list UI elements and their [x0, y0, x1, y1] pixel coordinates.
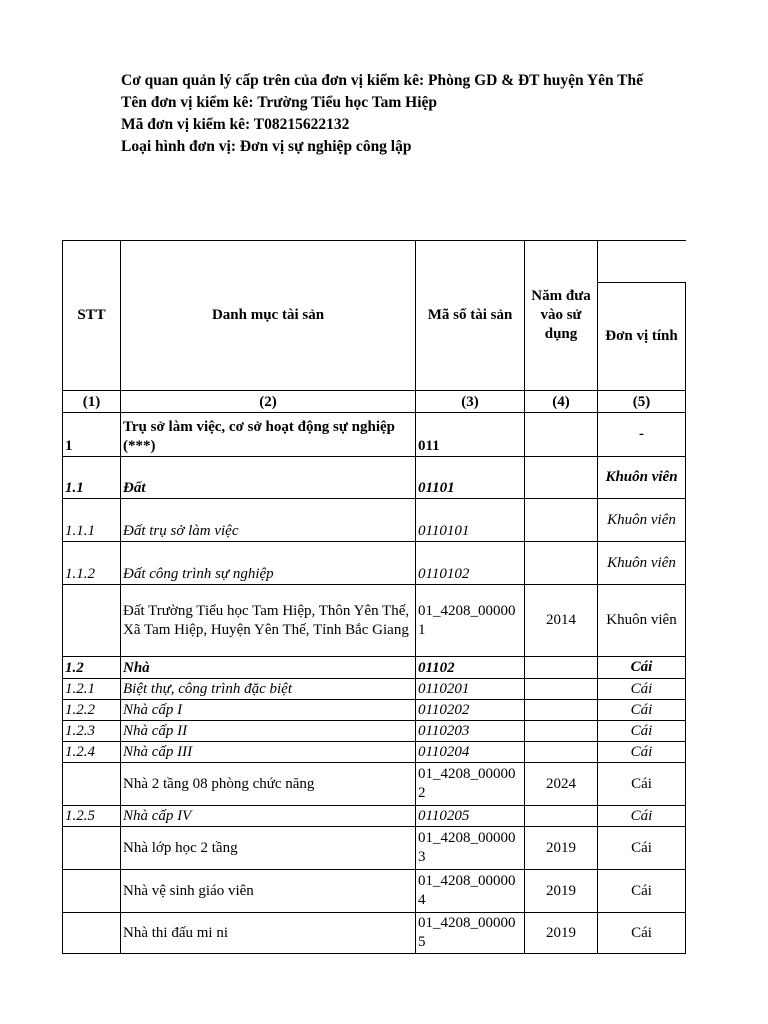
cell-asset-name: Nhà 2 tầng 08 phòng chức năng [121, 763, 416, 806]
cell-asset-code: 011 [416, 413, 525, 457]
cell-stt: 1.2.3 [63, 721, 121, 742]
table-row [63, 742, 686, 763]
cell-asset-name: Nhà cấp II [121, 721, 416, 742]
cell-asset-code: 01102 [416, 657, 525, 679]
index-cell: (4) [525, 391, 598, 413]
header-line-unit-type: Loại hình đơn vị: Đơn vị sự nghiệp công lập [121, 138, 412, 155]
cell-year [525, 499, 598, 542]
table-row [63, 806, 686, 827]
cell-asset-name: Đất Trường Tiểu học Tam Hiệp, Thôn Yên Thế, Xã Tam Hiệp, Huyện Yên Thế, Tỉnh Bắc Giang [121, 585, 416, 657]
cell-asset-name: Nhà cấp IV [121, 806, 416, 827]
cell-year [525, 721, 598, 742]
cell-unit: Khuôn viên [598, 585, 686, 657]
cell-year [525, 742, 598, 763]
cell-asset-name: Trụ sở làm việc, cơ sở hoạt động sự nghiệp (***) [121, 413, 416, 457]
cell-unit: Cái [598, 679, 686, 700]
index-cell: (1) [63, 391, 121, 413]
table-row [63, 763, 686, 806]
cell-asset-name: Đất trụ sở làm việc [121, 499, 416, 542]
cell-asset-name: Nhà cấp I [121, 700, 416, 721]
cell-year [525, 457, 598, 499]
cell-stt [63, 870, 121, 913]
cell-unit: Khuôn viên [598, 542, 686, 585]
cell-asset-code: 01101 [416, 457, 525, 499]
header-line-unit-code: Mã đơn vị kiểm kê: T08215622132 [121, 116, 350, 133]
cell-unit: Cái [598, 721, 686, 742]
cell-asset-code: 0110101 [416, 499, 525, 542]
cell-year [525, 679, 598, 700]
cell-year: 2019 [525, 827, 598, 870]
cell-asset-code: 0110201 [416, 679, 525, 700]
cell-asset-code: 0110202 [416, 700, 525, 721]
header-asset-category: Danh mục tài sản [121, 241, 416, 391]
header-line-unit-name: Tên đơn vị kiểm kê: Trường Tiểu học Tam Hiệp [121, 94, 438, 111]
cell-unit: Cái [598, 913, 686, 954]
cell-year [525, 542, 598, 585]
cell-asset-name: Nhà cấp III [121, 742, 416, 763]
cell-stt: 1.1.2 [63, 542, 121, 585]
cell-asset-name: Nhà vệ sinh giáo viên [121, 870, 416, 913]
cell-asset-code: 0110102 [416, 542, 525, 585]
cell-year [525, 657, 598, 679]
table-row [63, 870, 686, 913]
table-row [63, 499, 686, 542]
index-cell: (3) [416, 391, 525, 413]
table-row [63, 585, 686, 657]
cell-unit: Cái [598, 742, 686, 763]
cell-year [525, 413, 598, 457]
index-cell: (5) [598, 391, 686, 413]
header-year-in-use: Năm đưa vào sử dụng [525, 241, 598, 391]
cell-unit: Cái [598, 827, 686, 870]
cell-unit: Cái [598, 870, 686, 913]
header-asset-code: Mã số tài sản [416, 241, 525, 391]
cell-year: 2014 [525, 585, 598, 657]
cell-asset-code: 0110205 [416, 806, 525, 827]
cell-year [525, 806, 598, 827]
cell-stt: 1.1 [63, 457, 121, 499]
cell-year [525, 700, 598, 721]
asset-table [62, 240, 686, 954]
header-unit: Đơn vị tính [598, 283, 686, 391]
cell-stt: 1.2 [63, 657, 121, 679]
index-cell: (2) [121, 391, 416, 413]
cell-asset-name: Biệt thự, công trình đặc biệt [121, 679, 416, 700]
cell-unit: Khuôn viên [598, 457, 686, 499]
cell-stt: 1.2.5 [63, 806, 121, 827]
cell-unit: Cái [598, 763, 686, 806]
cell-asset-code: 01_4208_000003 [416, 827, 525, 870]
table-row [63, 721, 686, 742]
cell-stt: 1.2.4 [63, 742, 121, 763]
cell-unit: Khuôn viên [598, 499, 686, 542]
index-row [63, 391, 686, 413]
cell-stt [63, 585, 121, 657]
cell-asset-code: 01_4208_000004 [416, 870, 525, 913]
table-row [63, 457, 686, 499]
table-row [63, 827, 686, 870]
cell-stt [63, 827, 121, 870]
cell-asset-name: Đất công trình sự nghiệp [121, 542, 416, 585]
cell-unit: Cái [598, 700, 686, 721]
cell-asset-code: 0110203 [416, 721, 525, 742]
cell-stt [63, 763, 121, 806]
cell-asset-code: 01_4208_000005 [416, 913, 525, 954]
header-stt: STT [63, 241, 121, 391]
header-group-top [598, 241, 686, 283]
header-line-parent-agency: Cơ quan quản lý cấp trên của đơn vị kiểm kê: Phòng GD & ĐT huyện Yên Thế [121, 72, 644, 89]
cell-unit: Cái [598, 657, 686, 679]
document-header [121, 70, 643, 158]
cell-stt: 1 [63, 413, 121, 457]
cell-stt: 1.2.1 [63, 679, 121, 700]
cell-asset-code: 0110204 [416, 742, 525, 763]
cell-year: 2024 [525, 763, 598, 806]
cell-asset-name: Nhà lớp học 2 tầng [121, 827, 416, 870]
table-row [63, 657, 686, 679]
cell-year: 2019 [525, 870, 598, 913]
cell-unit: Cái [598, 806, 686, 827]
cell-year: 2019 [525, 913, 598, 954]
table-row [63, 700, 686, 721]
table-row [63, 913, 686, 954]
table-row [63, 413, 686, 457]
cell-asset-name: Đất [121, 457, 416, 499]
table-row [63, 679, 686, 700]
cell-asset-name: Nhà thi đấu mi ni [121, 913, 416, 954]
cell-unit: - [598, 413, 686, 457]
cell-asset-name: Nhà [121, 657, 416, 679]
cell-asset-code: 01_4208_000001 [416, 585, 525, 657]
cell-asset-code: 01_4208_000002 [416, 763, 525, 806]
cell-stt: 1.1.1 [63, 499, 121, 542]
table-row [63, 542, 686, 585]
cell-stt: 1.2.2 [63, 700, 121, 721]
cell-stt [63, 913, 121, 954]
